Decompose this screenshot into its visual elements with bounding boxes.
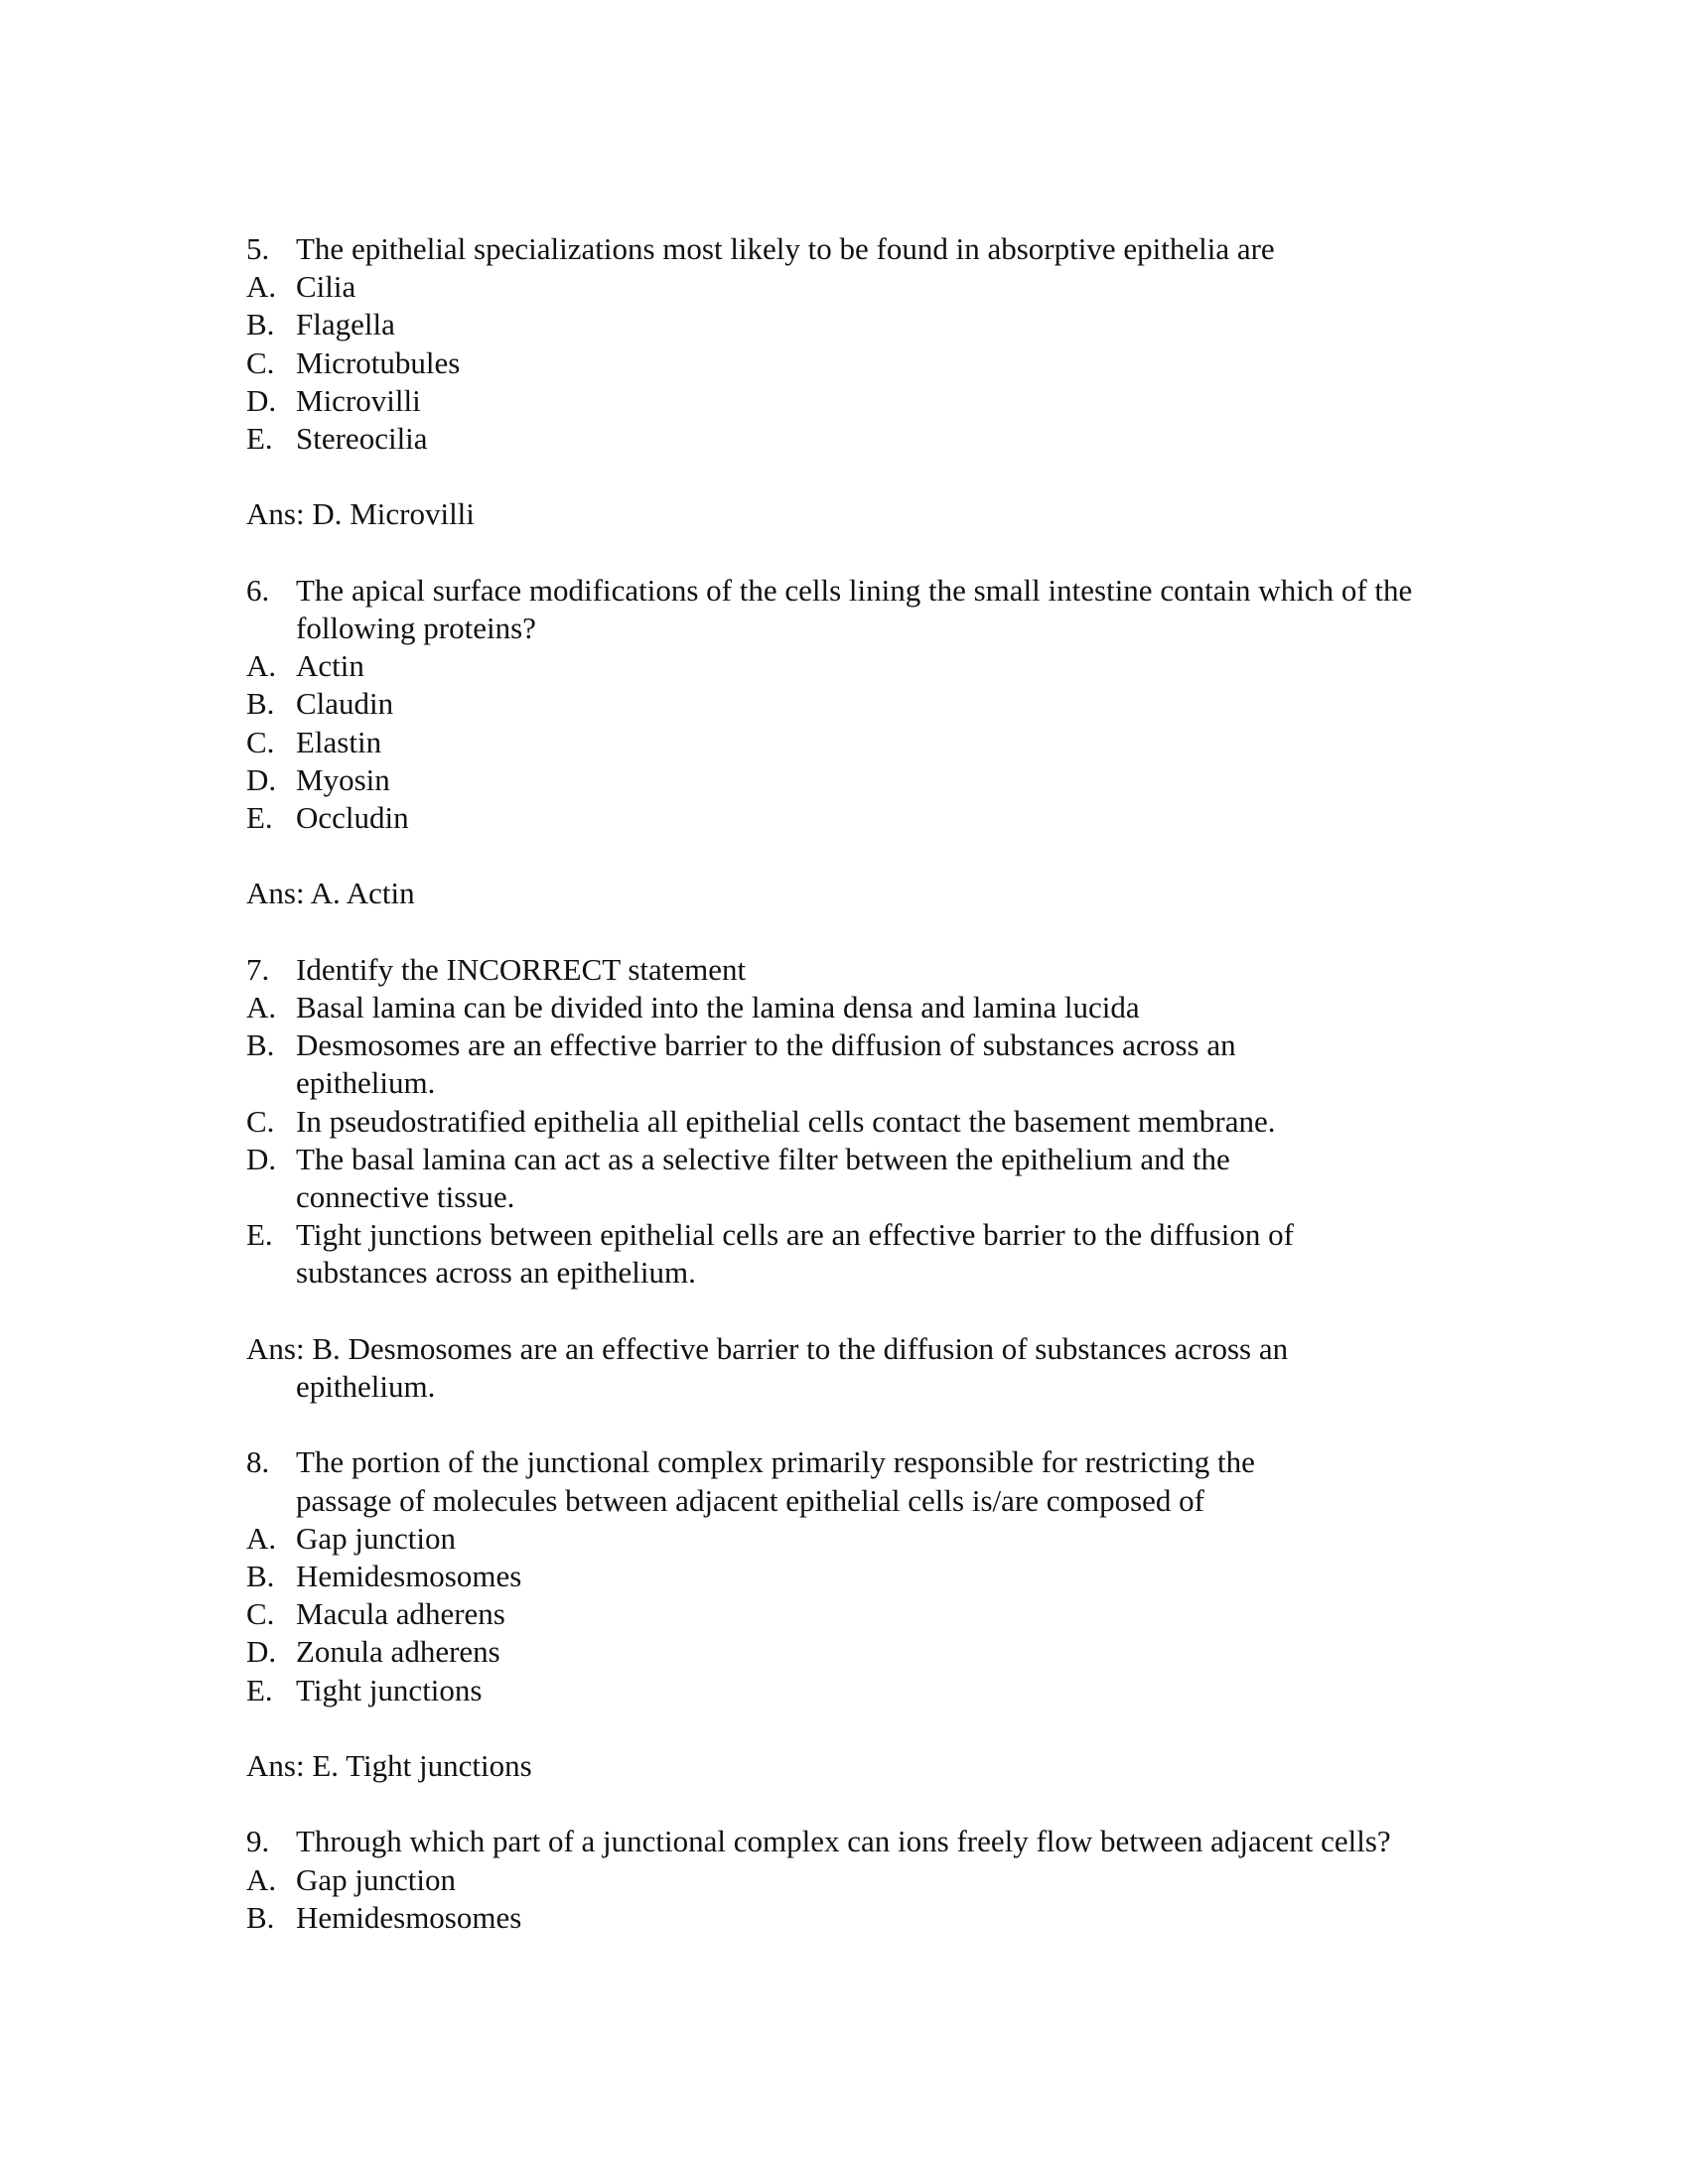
- option-text: Hemidesmosomes: [296, 1899, 522, 1935]
- option-text: Tight junctions between epithelial cells are an effective barrier to the diffusion of substances across an epithelium.: [296, 1217, 1294, 1291]
- option-text: Zonula adherens: [296, 1634, 500, 1670]
- option-d: [246, 382, 1497, 420]
- option-label: B.: [246, 307, 275, 342]
- option-text: Elastin: [296, 724, 382, 759]
- option-text: Gap junction: [296, 1861, 456, 1897]
- option-label: E.: [246, 1672, 273, 1707]
- option-a: [246, 1520, 1497, 1558]
- option-a: [246, 268, 1497, 306]
- option-text: Tight junctions: [296, 1672, 483, 1707]
- question-text: The epithelial specializations most likely to be found in absorptive epithelia are: [296, 231, 1275, 266]
- option-e: [246, 1672, 1497, 1709]
- spacer: [246, 1406, 1497, 1443]
- question-stem: [246, 1823, 1497, 1860]
- spacer: [246, 1709, 1497, 1747]
- question-6: [246, 572, 1497, 951]
- option-label: A.: [246, 1520, 277, 1556]
- option-c: [246, 724, 1497, 761]
- spacer: [246, 534, 1497, 572]
- answer-text: Ans: A. Actin: [246, 876, 415, 911]
- option-text: Occludin: [296, 800, 409, 836]
- option-c: [246, 1103, 1497, 1141]
- spacer: [246, 1785, 1497, 1823]
- option-text: The basal lamina can act as a selective filter between the epithelium and the connective tissue.: [296, 1141, 1230, 1215]
- option-text: Gap junction: [296, 1520, 456, 1556]
- option-label: B.: [246, 686, 275, 722]
- option-text: Microtubules: [296, 344, 461, 380]
- question-stem: [246, 230, 1497, 268]
- question-stem: [246, 1443, 1497, 1519]
- option-label: B.: [246, 1899, 275, 1935]
- option-text: Macula adherens: [296, 1596, 505, 1632]
- option-c: [246, 1595, 1497, 1633]
- option-text: Myosin: [296, 761, 390, 797]
- question-number: 6.: [246, 572, 270, 608]
- option-label: E.: [246, 800, 273, 836]
- question-9: [246, 1823, 1497, 1937]
- spacer: [246, 1293, 1497, 1330]
- option-d: [246, 761, 1497, 799]
- option-label: A.: [246, 648, 277, 684]
- answer-text: Ans: E. Tight junctions: [246, 1748, 532, 1784]
- option-b: [246, 306, 1497, 343]
- spacer: [246, 913, 1497, 951]
- question-number: 7.: [246, 951, 270, 987]
- option-label: B.: [246, 1559, 275, 1594]
- option-b: [246, 1899, 1497, 1937]
- option-label: B.: [246, 1027, 275, 1063]
- option-b: [246, 1026, 1497, 1102]
- spacer: [246, 458, 1497, 495]
- question-text: The portion of the junctional complex primarily responsible for restricting the passage of molecules between adjacent epithelial cells is/are composed of: [296, 1444, 1255, 1518]
- option-text: Desmosomes are an effective barrier to the diffusion of substances across an epithelium.: [296, 1027, 1236, 1101]
- option-b: [246, 685, 1497, 723]
- option-label: C.: [246, 1596, 275, 1632]
- option-a: [246, 989, 1497, 1026]
- answer: [246, 1330, 1497, 1406]
- answer-text-continued: epithelium.: [296, 1369, 436, 1405]
- question-text: The apical surface modifications of the cells lining the small intestine contain which of the following proteins?: [296, 572, 1413, 645]
- option-d: [246, 1141, 1497, 1216]
- option-text: Stereocilia: [296, 421, 428, 457]
- option-text: Microvilli: [296, 382, 421, 418]
- option-label: D.: [246, 1634, 277, 1670]
- answer-text: Ans: D. Microvilli: [246, 496, 475, 532]
- option-label: D.: [246, 1141, 277, 1176]
- option-a: [246, 1861, 1497, 1899]
- question-text: Through which part of a junctional complex can ions freely flow between adjacent cells?: [296, 1824, 1391, 1859]
- option-label: E.: [246, 1217, 273, 1253]
- question-number: 5.: [246, 231, 270, 266]
- document-page: [246, 230, 1497, 1937]
- option-e: [246, 420, 1497, 458]
- question-5: [246, 230, 1497, 572]
- option-text: Hemidesmosomes: [296, 1559, 522, 1594]
- question-number: 9.: [246, 1824, 270, 1859]
- option-label: A.: [246, 1861, 277, 1897]
- answer: [246, 1747, 1497, 1785]
- question-number: 8.: [246, 1444, 270, 1480]
- option-d: [246, 1633, 1497, 1671]
- answer: [246, 495, 1497, 533]
- option-label: C.: [246, 1103, 275, 1139]
- question-7: [246, 951, 1497, 1444]
- option-label: C.: [246, 724, 275, 759]
- option-label: A.: [246, 269, 277, 305]
- option-label: A.: [246, 990, 277, 1024]
- option-label: C.: [246, 344, 275, 380]
- option-e: [246, 799, 1497, 837]
- option-label: E.: [246, 421, 273, 457]
- answer: [246, 875, 1497, 912]
- question-8: [246, 1443, 1497, 1823]
- question-stem: [246, 572, 1497, 647]
- option-a: [246, 647, 1497, 685]
- option-text: Basal lamina can be divided into the lamina densa and lamina lucida: [296, 990, 1140, 1024]
- option-label: D.: [246, 761, 277, 797]
- question-text: Identify the INCORRECT statement: [296, 951, 747, 987]
- option-b: [246, 1558, 1497, 1595]
- answer-text: Ans: B. Desmosomes are an effective barrier to the diffusion of substances across an: [246, 1330, 1289, 1366]
- option-text: Actin: [296, 648, 364, 684]
- option-text: Flagella: [296, 307, 395, 342]
- spacer: [246, 837, 1497, 875]
- option-text: Cilia: [296, 269, 356, 305]
- option-label: D.: [246, 382, 277, 418]
- option-e: [246, 1216, 1497, 1292]
- option-text: In pseudostratified epithelia all epithelial cells contact the basement membrane.: [296, 1103, 1276, 1139]
- question-stem: [246, 951, 1497, 989]
- option-c: [246, 344, 1497, 382]
- option-text: Claudin: [296, 686, 394, 722]
